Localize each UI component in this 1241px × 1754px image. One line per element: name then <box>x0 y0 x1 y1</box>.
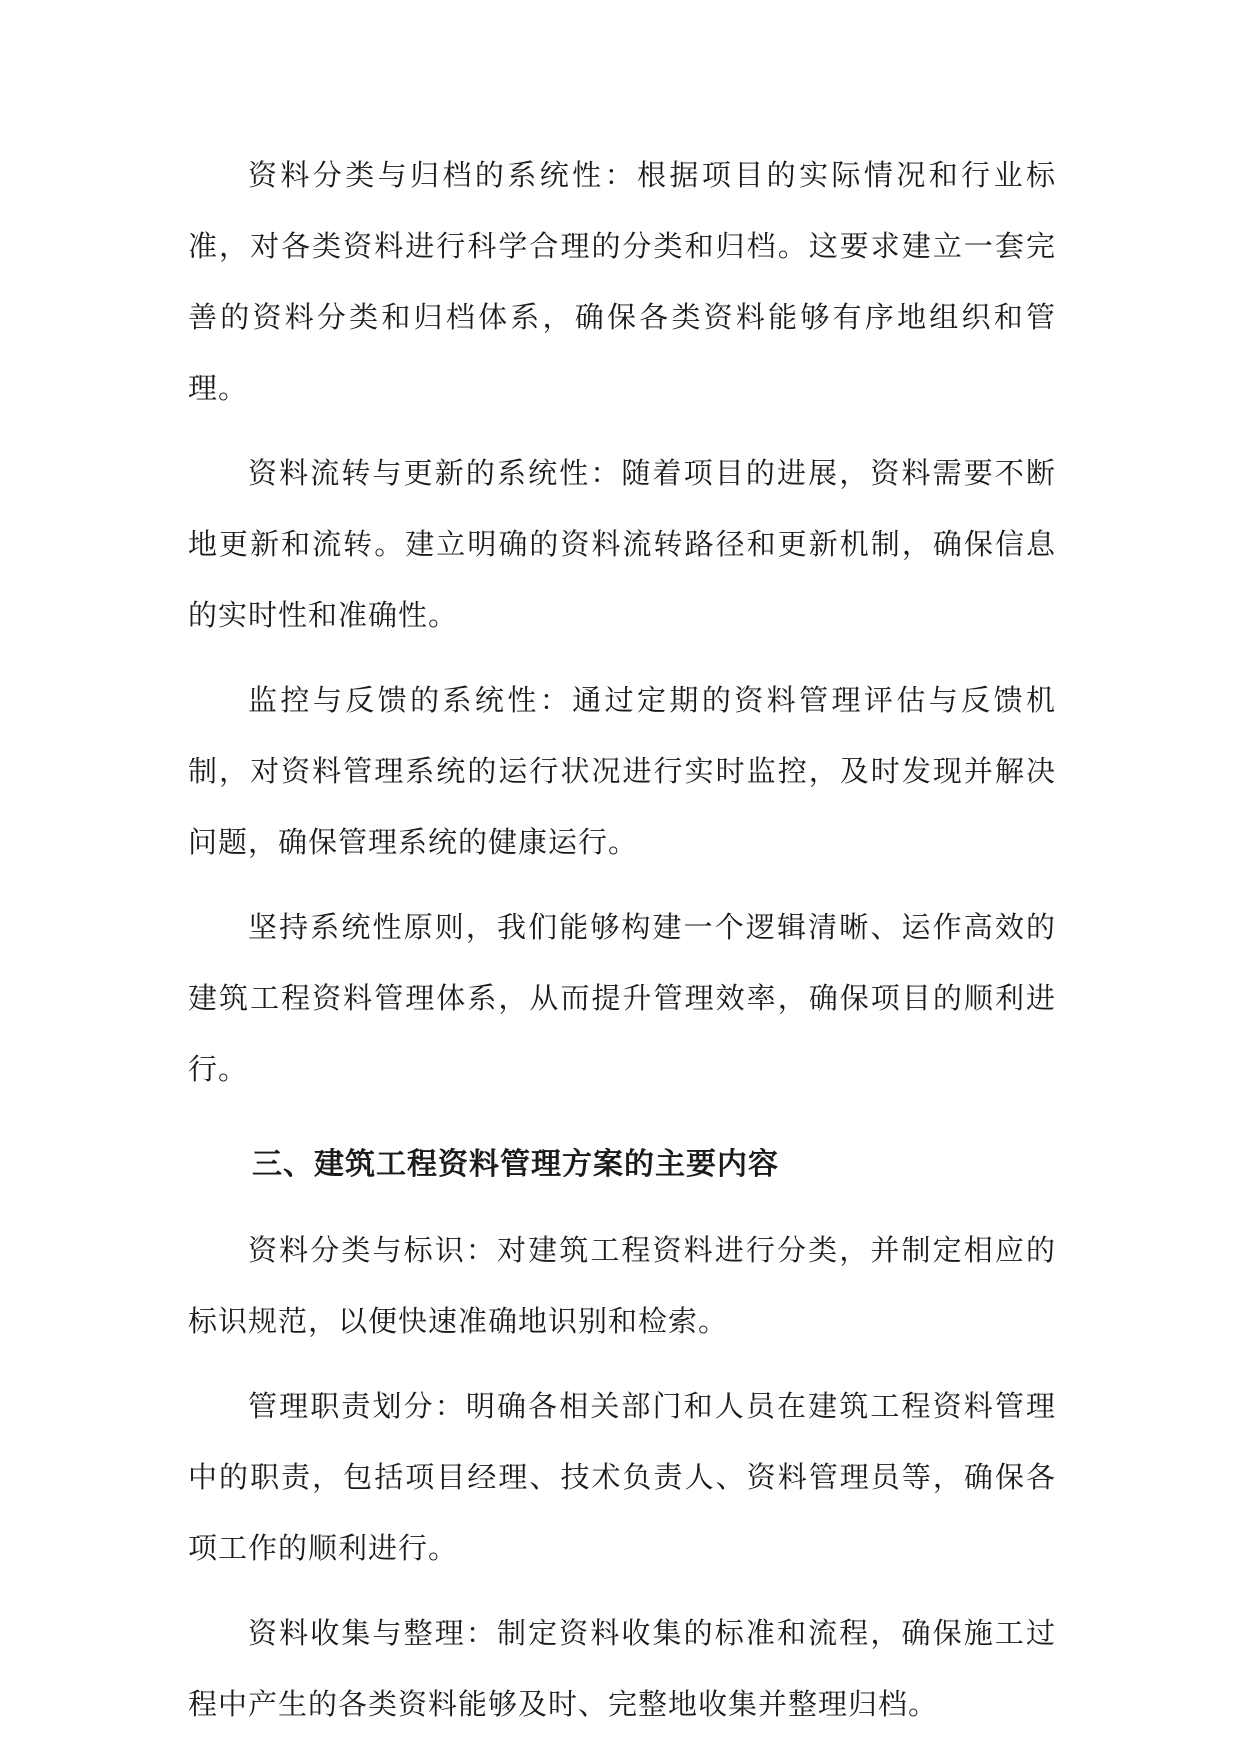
paragraph-collection-organization: 资料收集与整理：制定资料收集的标准和流程，确保施工过程中产生的各类资料能够及时、完整地收集并整理归档。 <box>188 1616 1056 1721</box>
section-heading: 三、建筑工程资料管理方案的主要内容 <box>252 1147 779 1182</box>
paragraph-monitoring-feedback: 监控与反馈的系统性：通过定期的资料管理评估与反馈机制，对资料管理系统的运行状况进行实时监控，及时发现并解决问题，确保管理系统的健康运行。 <box>188 683 1056 859</box>
document-body <box>188 140 1056 1754</box>
paragraph-responsibility-division: 管理职责划分：明确各相关部门和人员在建筑工程资料管理中的职责，包括项目经理、技术负责人、资料管理员等，确保各项工作的顺利进行。 <box>188 1389 1056 1565</box>
paragraph-archiving-system: 资料分类与归档的系统性：根据项目的实际情况和行业标准，对各类资料进行科学合理的分类和归档。这要求建立一套完善的资料分类和归档体系，确保各类资料能够有序地组织和管理。 <box>188 158 1056 405</box>
paragraph-classification-identification: 资料分类与标识：对建筑工程资料进行分类，并制定相应的标识规范，以便快速准确地识别和检索。 <box>188 1233 1056 1338</box>
paragraph-systematic-principle: 坚持系统性原则，我们能够构建一个逻辑清晰、运作高效的建筑工程资料管理体系，从而提升管理效率，确保项目的顺利进行。 <box>188 910 1056 1086</box>
paragraph-circulation-update: 资料流转与更新的系统性：随着项目的进展，资料需要不断地更新和流转。建立明确的资料流转路径和更新机制，确保信息的实时性和准确性。 <box>188 456 1056 632</box>
